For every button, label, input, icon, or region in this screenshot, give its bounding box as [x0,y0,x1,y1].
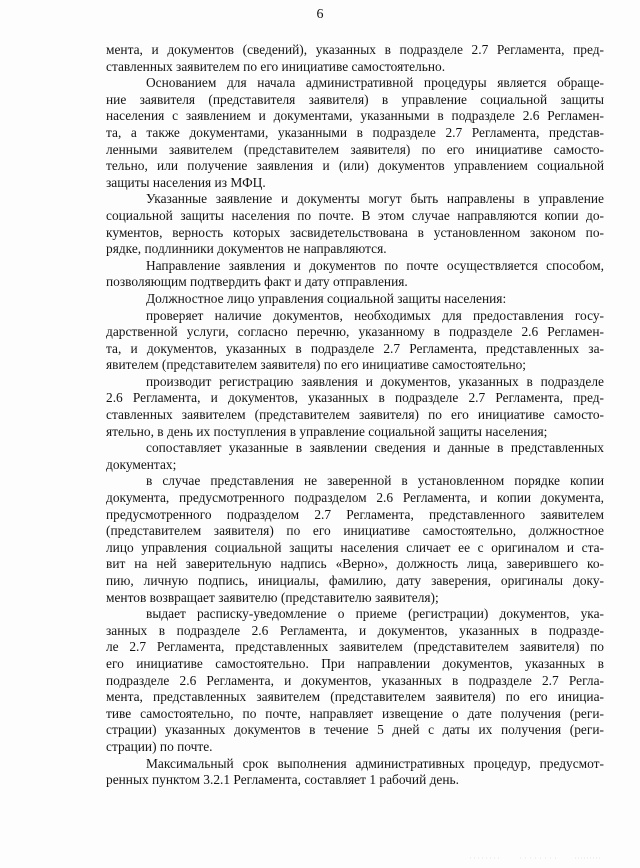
text-line: ставленных заявителем по его инициативе самостоятельно. [106,58,446,74]
text-line: в случае представления не заверенной в установленном порядке копии [146,473,604,489]
text-line: Направление заявления и документов по почте осуществляется способом, [146,257,604,273]
text-line: предусмотренного подразделом 2.7 Регламента, представленного заявителем [106,506,604,522]
text-line: та, и документов, указанных в подразделе 2.7 Регламента, представленных за- [106,340,604,356]
text-line: производит регистрацию заявления и документов, указанных в подразделе [146,373,604,389]
text-line: дарственной услуги, согласно перечню, указанному в подразделе 2.6 Регламен- [106,324,604,340]
text-line: ставленных заявителем (представителем заявителя) по его инициативе самосто- [106,407,604,423]
text-line: подразделе 2.6 Регламента, и документов, указанных в подразделе 2.7 Регла- [106,672,604,688]
text-line: ятельно, в день их поступления в управление социальной защиты населения; [106,423,548,439]
text-line: кументов, верность которых засвидетельствована в установленном законом по- [106,224,604,240]
text-line: 2.6 Регламента, и документов, указанных в подразделе 2.7 Регламента, пред- [106,390,604,406]
text-line: его инициативе самостоятельно. При направлении документов, указанных в [106,655,604,671]
body-text [106,42,604,789]
text-line: та, а также документами, указанными в подразделе 2.7 Регламента, представ- [106,124,604,140]
text-line: защиты населения из МФЦ. [106,174,266,190]
text-line: тиве самостоятельно, по почте, направляет извещение о дате получения (реги- [106,705,604,721]
text-line: ренных пунктом 3.2.1 Регламента, составляет 1 рабочий день. [106,772,459,788]
text-line: пию, личную подпись, инициалы, фамилию, дату заверения, оригиналы доку- [106,573,604,588]
scan-specks [470,856,600,860]
text-line: ние заявителя (представителя заявителя) в управление социальной защиты [106,91,604,107]
text-line: позволяющим подтвердить факт и дату отправления. [106,274,408,290]
text-line: документа, предусмотренного подразделом 2.6 Регламента, и копии документа, [106,490,604,506]
text-line: занных в подразделе 2.6 Регламента, и документов, указанных в подразде- [106,622,604,638]
text-line: ле 2.7 Регламента, представленных заявителем (представителем заявителя) по [106,639,604,655]
text-line: социальной защиты населения по почте. В этом случае направляются копии до- [106,207,604,223]
text-line: Основанием для начала административной процедуры является обраще- [146,75,604,91]
text-line: мента, представленных заявителем (представителем заявителя) по его инициа- [106,689,604,705]
text-line: лицо управления социальной защиты населения сличает ее с оригиналом и ста- [106,539,604,555]
text-line: выдает расписку-уведомление о приеме (регистрации) документов, ука- [146,606,604,622]
text-line: вит на ней заверительную надпись «Верно», должность лица, заверившего ко- [106,556,604,572]
text-line: страции) по почте. [106,738,213,754]
text-line: ленными заявителем (представителем заявителя) по его инициативе самосто- [106,141,604,157]
text-line: (представителем заявителя) по его инициативе самостоятельно, должностное [106,523,604,539]
page-number: 6 [316,7,324,22]
text-line: Должностное лицо управления социальной защиты населения: [146,290,507,306]
text-line: населения с заявлением и документами, указанными в подразделе 2.6 Регламен- [106,108,604,124]
text-line: ментов возвращает заявителю (представителю заявителя); [106,589,439,605]
text-line: сопоставляет указанные в заявлении сведения и данные в представленных [146,440,604,456]
text-line: страции) указанных документов в течение 5 дней с даты их получения (реги- [106,722,604,738]
text-line: мента, и документов (сведений), указанных в подразделе 2.7 Регламента, пред- [106,42,604,57]
text-line: Максимальный срок выполнения административных процедур, предусмот- [146,755,604,771]
text-line: тельно, или получение заявления и (или) документов управлением социальной [106,158,604,174]
text-line: рядке, подлинники документов не направляются. [106,241,387,257]
text-line: явителем (представителем заявителя) по его инициативе самостоятельно; [106,357,527,373]
text-line: Указанные заявление и документы могут быть направлены в управление [146,191,604,207]
text-line: проверяет наличие документов, необходимых для предоставления госу- [146,307,604,323]
text-line: документах; [106,456,177,472]
